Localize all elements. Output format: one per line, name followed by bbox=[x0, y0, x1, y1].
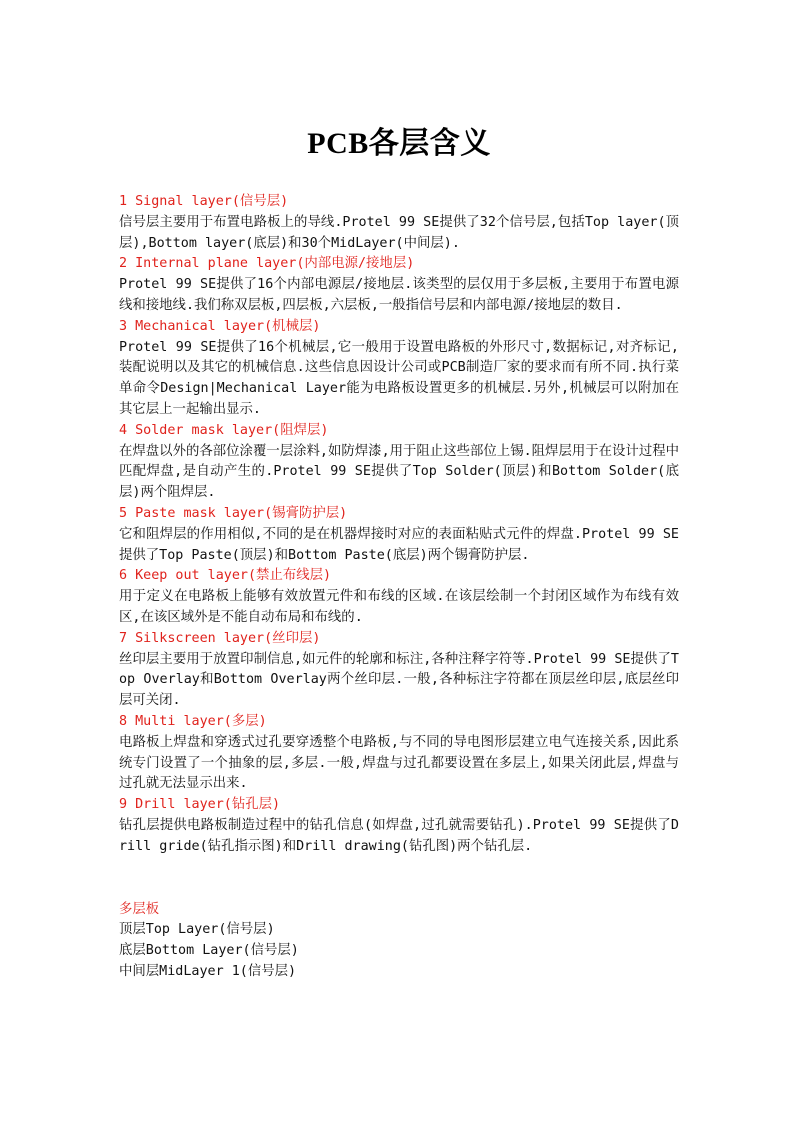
section-silkscreen-layer bbox=[119, 629, 679, 712]
document-content bbox=[119, 192, 679, 983]
list-item: 中间层MidLayer 1(信号层) bbox=[119, 963, 297, 979]
section-heading: 9 Drill layer(钻孔层) bbox=[119, 797, 281, 813]
section-paste-mask-layer bbox=[119, 504, 679, 566]
section-heading: 3 Mechanical layer(机械层) bbox=[119, 318, 321, 334]
section-keep-out-layer bbox=[119, 566, 679, 628]
page-title: PCB各层含义 bbox=[307, 127, 491, 160]
section-multi-layer bbox=[119, 712, 679, 795]
section-body: Protel 99 SE提供了16个机械层,它一般用于设置电路板的外形尺寸,数据标记,对齐标记,装配说明以及其它的机械信息.这些信息因设计公司或PCB制造厂家的要求而有所不同.执行菜单命令Design|Mechanical Layer能为电路板设置更多的机械层.另外,机械层可以附加在其它层上一起输出显示. bbox=[119, 339, 679, 417]
section-body: 用于定义在电路板上能够有效放置元件和布线的区域.在该层绘制一个封闭区域作为布线有效区,在该区域外是不能自动布局和布线的. bbox=[119, 589, 679, 625]
multilayer-board-section bbox=[119, 900, 679, 983]
section-mechanical-layer bbox=[119, 317, 679, 421]
multilayer-heading: 多层板 bbox=[119, 901, 160, 917]
section-heading: 4 Solder mask layer(阻焊层) bbox=[119, 422, 329, 438]
list-item: 底层Bottom Layer(信号层) bbox=[119, 943, 299, 959]
section-body: 它和阻焊层的作用相似,不同的是在机器焊接时对应的表面粘贴式元件的焊盘.Protel 99 SE提供了Top Paste(顶层)和Bottom Paste(底层)两个锡膏防护层. bbox=[119, 526, 679, 563]
section-body: 在焊盘以外的各部位涂覆一层涂料,如防焊漆,用于阻止这些部位上锡.阻焊层用于在设计过程中匹配焊盘,是自动产生的.Protel 99 SE提供了Top Solder(顶层)和Bottom Solder(底层)两个阻焊层. bbox=[119, 443, 679, 501]
section-body: Protel 99 SE提供了16个内部电源层/接地层.该类型的层仅用于多层板,主要用于布置电源线和接地线.我们称双层板,四层板,六层板,一般指信号层和内部电源/接地层的数目. bbox=[119, 277, 679, 313]
section-body: 钻孔层提供电路板制造过程中的钻孔信息(如焊盘,过孔就需要钻孔).Protel 99 SE提供了Drill gride(钻孔指示图)和Drill drawing(钻孔图)两个钻孔层. bbox=[119, 817, 679, 854]
list-item: 顶层Top Layer(信号层) bbox=[119, 922, 275, 938]
section-body: 信号层主要用于布置电路板上的导线.Protel 99 SE提供了32个信号层,包括Top layer(顶层),Bottom layer(底层)和30个MidLayer(中间层). bbox=[119, 214, 679, 251]
section-heading: 5 Paste mask layer(锡膏防护层) bbox=[119, 505, 348, 521]
section-signal-layer bbox=[119, 192, 679, 254]
section-heading: 1 Signal layer(信号层) bbox=[119, 194, 289, 209]
section-heading: 2 Internal plane layer(内部电源/接地层) bbox=[119, 256, 415, 272]
section-solder-mask-layer bbox=[119, 421, 679, 504]
section-heading: 6 Keep out layer(禁止布线层) bbox=[119, 568, 332, 584]
section-body: 丝印层主要用于放置印制信息,如元件的轮廓和标注,各种注释字符等.Protel 99 SE提供了Top Overlay和Bottom Overlay两个丝印层.一般,各种标注字符都在顶层丝印层,底层丝印层可关闭. bbox=[119, 651, 679, 709]
section-drill-layer bbox=[119, 795, 679, 857]
section-internal-plane-layer bbox=[119, 254, 679, 316]
section-heading: 7 Silkscreen layer(丝印层) bbox=[119, 630, 321, 646]
section-heading: 8 Multi layer(多层) bbox=[119, 713, 267, 729]
section-body: 电路板上焊盘和穿透式过孔要穿透整个电路板,与不同的导电图形层建立电气连接关系,因此系统专门设置了一个抽象的层,多层.一般,焊盘与过孔都要设置在多层上,如果关闭此层,焊盘与过孔就无法显示出来. bbox=[119, 734, 679, 792]
